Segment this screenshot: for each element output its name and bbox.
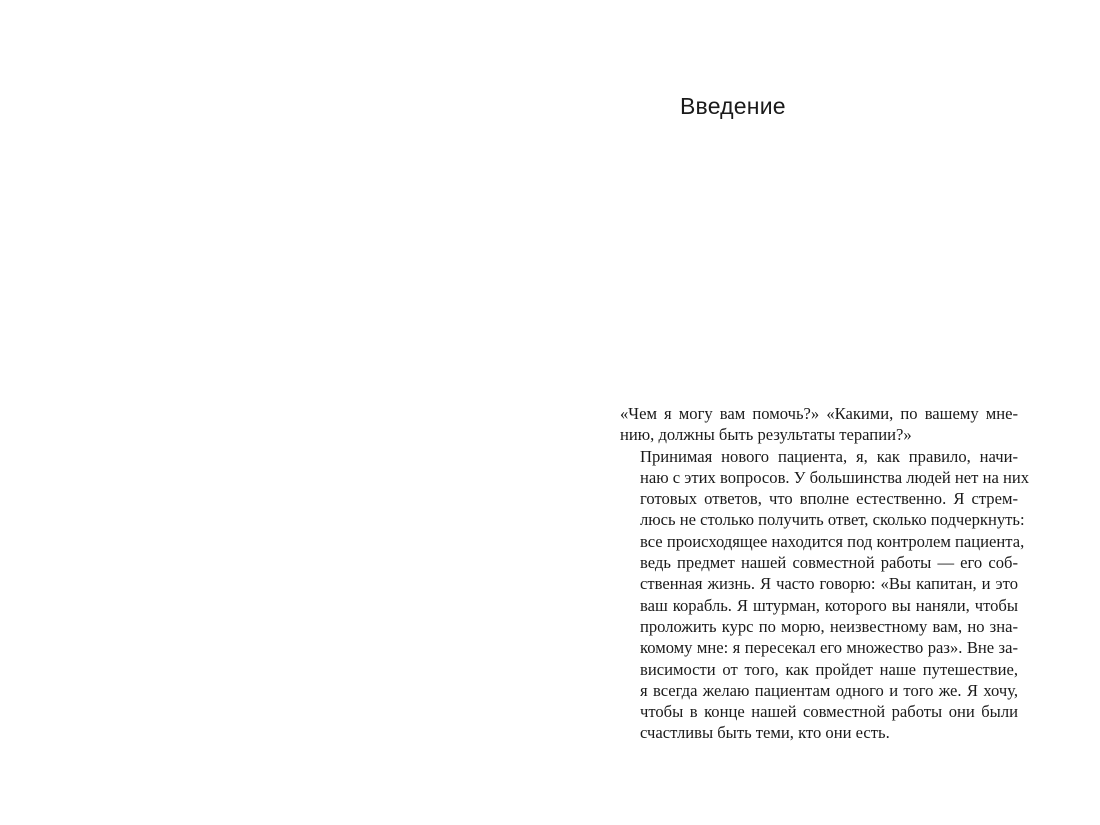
paragraph-2 xyxy=(620,446,1030,744)
chapter-title: Введение xyxy=(680,93,786,119)
text-line: люсь не столько получить ответ, сколько подчеркнуть: xyxy=(640,510,1025,530)
text-line: наю с этих вопросов. У большинства людей нет на них xyxy=(640,467,1030,487)
text-line: ственная жизнь. Я часто говорю: «Вы капитан, и это xyxy=(640,574,1018,594)
paragraph-1 xyxy=(620,403,1018,446)
text-line: я всегда желаю пациентам одного и того же. Я хочу, xyxy=(640,680,1018,700)
text-line: ваш корабль. Я штурман, которого вы наняли, чтобы xyxy=(640,595,1018,615)
text-line: висимости от того, как пройдет наше путешествие, xyxy=(640,659,1018,679)
text-line: «Чем я могу вам помочь?» «Какими, по вашему мне- xyxy=(620,404,1018,423)
text-line: нию, должны быть результаты терапии?» xyxy=(620,425,912,445)
text-line: готовых ответов, что вполне естественно. Я стрем- xyxy=(640,489,1018,509)
text-line: все происходящее находится под контролем пациента, xyxy=(640,531,1025,551)
body-text xyxy=(620,403,1030,744)
text-line: комому мне: я пересекал его множество раз». Вне за- xyxy=(640,638,1018,658)
right-page xyxy=(550,0,1100,825)
text-line: ведь предмет нашей совместной работы — его соб- xyxy=(640,553,1018,573)
text-line: чтобы в конце нашей совместной работы они были xyxy=(640,702,1018,722)
text-line: счастливы быть теми, кто они есть. xyxy=(640,723,890,743)
text-line: Принимая нового пациента, я, как правило, начи- xyxy=(640,446,1018,466)
text-line: проложить курс по морю, неизвестному вам, но зна- xyxy=(640,616,1018,636)
